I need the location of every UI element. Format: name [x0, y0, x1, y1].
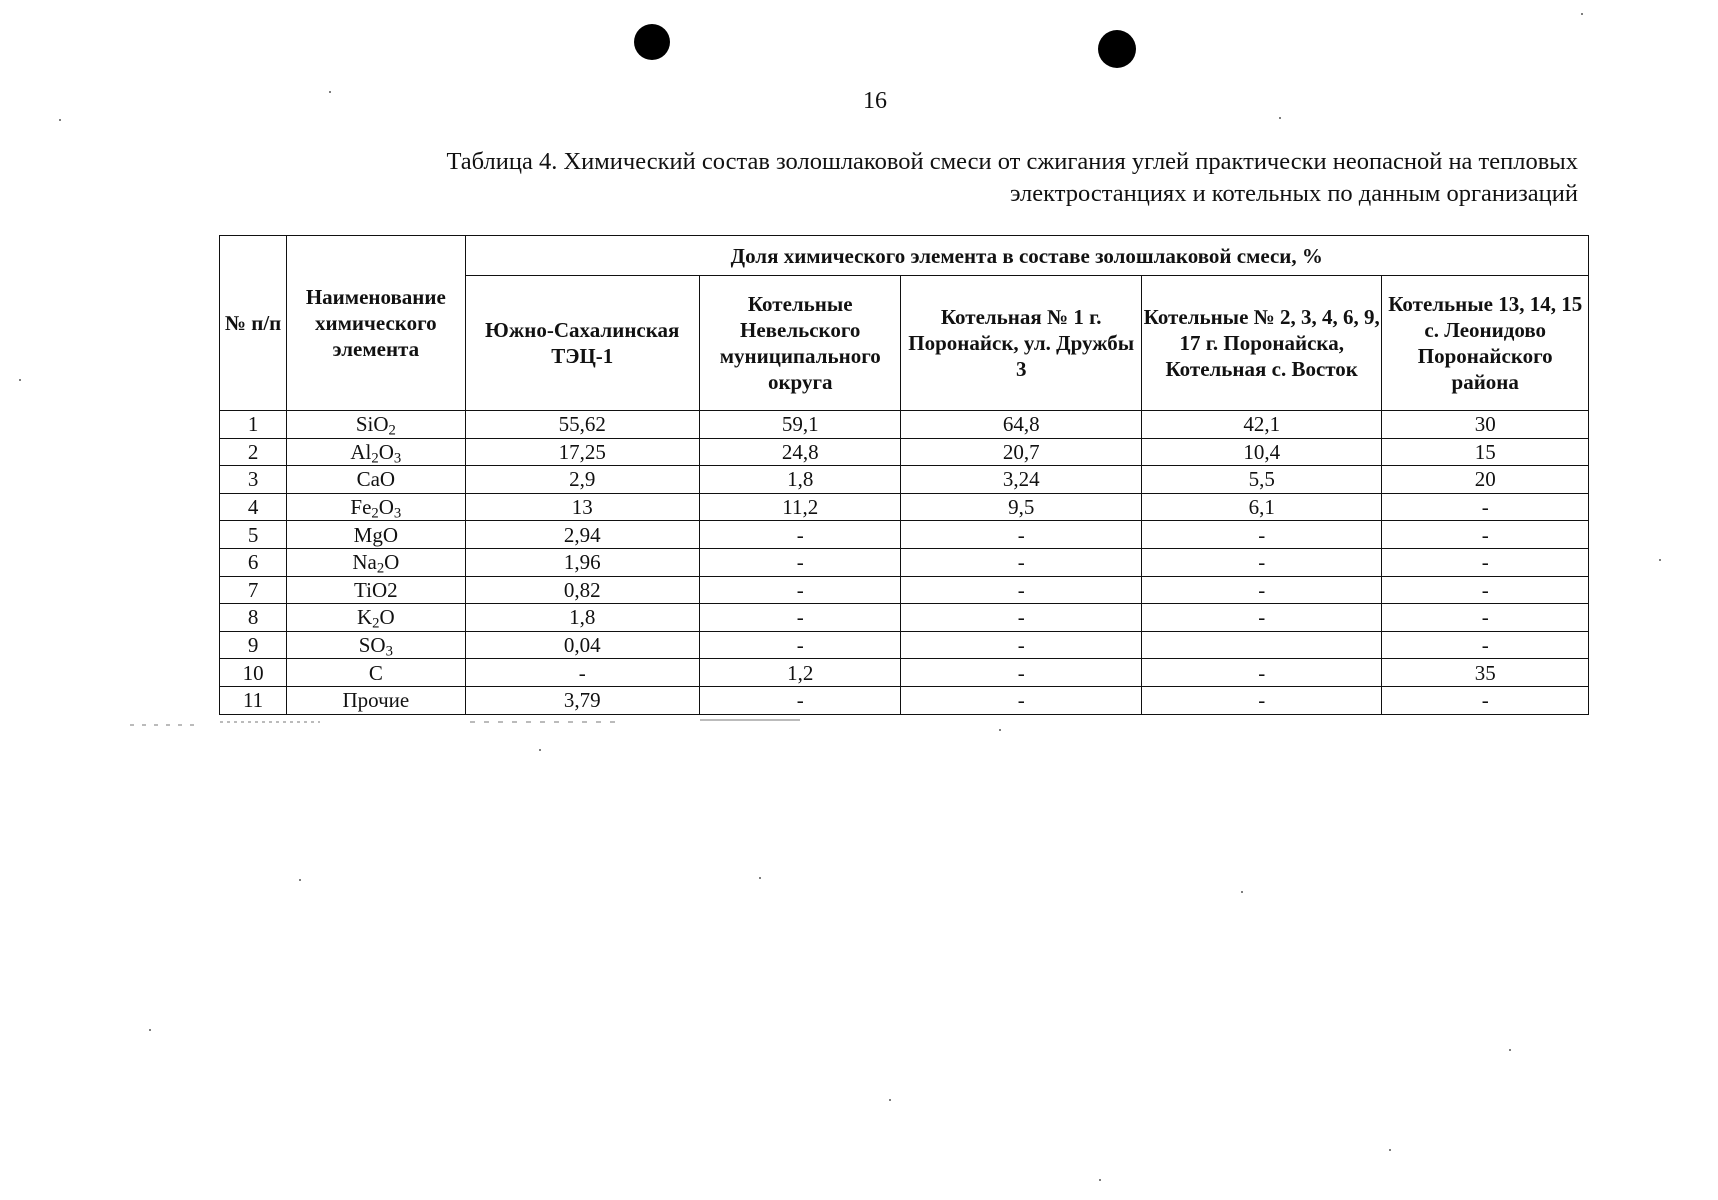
row-number-cell: 9	[220, 631, 287, 659]
value-cell-site-1: 3,79	[465, 686, 700, 714]
value-cell-site-2: 11,2	[700, 493, 901, 521]
value-cell-site-5: -	[1382, 521, 1589, 549]
row-number-cell: 10	[220, 659, 287, 687]
value-cell-site-4: 5,5	[1141, 466, 1382, 494]
formula-subscript: 3	[393, 450, 402, 467]
value-cell-site-4: -	[1141, 686, 1382, 714]
value-cell-site-5: -	[1382, 686, 1589, 714]
value-cell-site-5: 15	[1382, 438, 1589, 466]
value-cell-site-4: -	[1141, 521, 1382, 549]
row-number-cell: 1	[220, 411, 287, 439]
value-cell-site-4: -	[1141, 548, 1382, 576]
page-number: 16	[863, 88, 887, 114]
value-cell-site-5: 20	[1382, 466, 1589, 494]
value-cell-site-2: -	[700, 521, 901, 549]
row-number-cell: 7	[220, 576, 287, 604]
value-cell-site-2: 1,8	[700, 466, 901, 494]
formula-subscript: 3	[385, 643, 393, 660]
formula-text: O	[378, 495, 394, 520]
value-cell-site-2: -	[700, 686, 901, 714]
value-cell-site-1: 13	[465, 493, 700, 521]
value-cell-site-3: -	[901, 604, 1142, 632]
value-cell-site-4: 10,4	[1141, 438, 1382, 466]
value-cell-site-1: 0,04	[465, 631, 700, 659]
formula-text: Na	[352, 550, 377, 575]
value-cell-site-1: 0,82	[465, 576, 700, 604]
value-cell-site-3: -	[901, 659, 1142, 687]
value-cell-site-5: -	[1382, 548, 1589, 576]
table-caption-line-2: электростанциях и котельных по данным организаций	[1009, 180, 1578, 207]
value-cell-site-3: 20,7	[901, 438, 1142, 466]
header-element-name: Наименование химического элемента	[287, 236, 465, 411]
value-cell-site-1: -	[465, 659, 700, 687]
header-site-2: Котельные Невельского муниципального округа	[700, 276, 901, 411]
row-number-cell: 11	[220, 686, 287, 714]
value-cell-site-5: -	[1382, 493, 1589, 521]
formula-text: SO	[358, 633, 386, 658]
value-cell-site-3: -	[901, 631, 1142, 659]
formula-text: TiO2	[354, 577, 398, 602]
row-number-cell: 8	[220, 604, 287, 632]
header-site-4: Котельные № 2, 3, 4, 6, 9, 17 г. Поронайска, Котельная с. Восток	[1141, 276, 1382, 411]
value-cell-site-4: 6,1	[1141, 493, 1382, 521]
value-cell-site-2: -	[700, 576, 901, 604]
value-cell-site-2: -	[700, 604, 901, 632]
value-cell-site-3: 64,8	[901, 411, 1142, 439]
value-cell-site-2: 1,2	[700, 659, 901, 687]
value-cell-site-3: 9,5	[901, 493, 1142, 521]
value-cell-site-5: -	[1382, 604, 1589, 632]
formula-subscript: 2	[388, 422, 396, 439]
formula-text: CaO	[356, 467, 396, 492]
formula-text: C	[368, 660, 383, 685]
value-cell-site-3: -	[901, 548, 1142, 576]
formula-text: O	[384, 550, 400, 575]
value-cell-site-1: 2,94	[465, 521, 700, 549]
value-cell-site-1: 1,8	[465, 604, 700, 632]
formula-text: MgO	[353, 522, 398, 547]
row-number-cell: 2	[220, 438, 287, 466]
value-cell-site-3: -	[901, 576, 1142, 604]
value-cell-site-2: 59,1	[700, 411, 901, 439]
table-caption-line-1: Таблица 4. Химический состав золошлаковой смеси от сжигания углей практически неопасной на тепловых	[446, 148, 1578, 175]
header-row-number: № п/п	[220, 236, 287, 411]
formula-text: O	[378, 439, 394, 464]
value-cell-site-3: 3,24	[901, 466, 1142, 494]
value-cell-site-2: 24,8	[700, 438, 901, 466]
formula-text: Al	[350, 439, 372, 464]
value-cell-site-1: 17,25	[465, 438, 700, 466]
value-cell-site-5: 35	[1382, 659, 1589, 687]
row-number-cell: 6	[220, 548, 287, 576]
formula-subscript: 2	[372, 616, 380, 633]
formula-subscript: 2	[376, 560, 385, 577]
formula-text: K	[356, 605, 373, 630]
header-site-1: Южно-Сахалинская ТЭЦ-1	[465, 276, 700, 411]
formula-subscript: 3	[393, 505, 402, 522]
value-cell-site-4: -	[1141, 576, 1382, 604]
value-cell-site-5: -	[1382, 631, 1589, 659]
value-cell-site-4: -	[1141, 604, 1382, 632]
row-number-cell: 4	[220, 493, 287, 521]
formula-text: O	[379, 605, 395, 630]
formula-subscript: 2	[371, 450, 379, 467]
formula-text: Прочие	[342, 688, 410, 713]
value-cell-site-3: -	[901, 686, 1142, 714]
header-site-5: Котельные 13, 14, 15 с. Леонидово Поронайского района	[1382, 276, 1589, 411]
value-cell-site-4: -	[1141, 659, 1382, 687]
formula-text: SiO	[355, 412, 389, 437]
formula-text: Fe	[350, 495, 372, 520]
value-cell-site-4: 42,1	[1141, 411, 1382, 439]
row-number-cell: 3	[220, 466, 287, 494]
formula-subscript: 2	[371, 505, 379, 522]
value-cell-site-1: 1,96	[465, 548, 700, 576]
value-cell-site-2: -	[700, 548, 901, 576]
header-share-group: Доля химического элемента в составе золошлаковой смеси, %	[465, 236, 1588, 276]
value-cell-site-2: -	[700, 631, 901, 659]
value-cell-site-1: 55,62	[465, 411, 700, 439]
row-number-cell: 5	[220, 521, 287, 549]
value-cell-site-1: 2,9	[465, 466, 700, 494]
value-cell-site-5: -	[1382, 576, 1589, 604]
value-cell-site-3: -	[901, 521, 1142, 549]
header-site-3: Котельная № 1 г. Поронайск, ул. Дружбы 3	[901, 276, 1142, 411]
value-cell-site-5: 30	[1382, 411, 1589, 439]
